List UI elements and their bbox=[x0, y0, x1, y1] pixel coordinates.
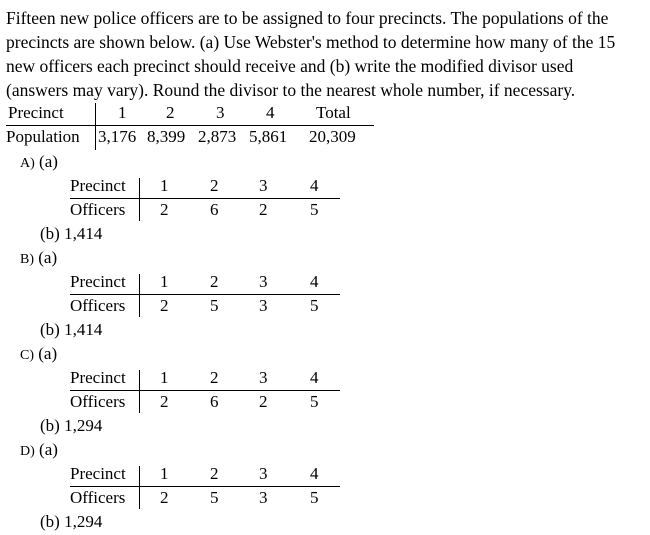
question-line-4: (answers may vary). Round the divisor to the nearest whole number, if necessary. bbox=[6, 80, 576, 100]
choice-a-table bbox=[70, 174, 350, 222]
question-line-2: precincts are shown below. (a) Use Webster's method to determine how many of the 15 bbox=[6, 32, 616, 52]
choice-b-header-4: 4 bbox=[310, 272, 319, 291]
row-cell-3: 2,873 bbox=[198, 127, 237, 146]
choice-a-table-column-rule bbox=[139, 178, 140, 221]
choice-c-row-4: 5 bbox=[310, 392, 319, 411]
choice-b-header-2: 2 bbox=[210, 272, 219, 291]
choice-d-row-2: 5 bbox=[210, 488, 219, 507]
choice-c-header-3: 3 bbox=[259, 368, 268, 387]
choice-b[interactable] bbox=[20, 246, 420, 342]
choice-d-table-column-rule bbox=[139, 466, 140, 509]
choice-b-header-1: 1 bbox=[160, 272, 169, 291]
choice-d-row-1: 2 bbox=[160, 488, 169, 507]
population-table-divider bbox=[6, 125, 374, 126]
header-cell-precinct: Precinct bbox=[8, 103, 64, 122]
header-cell-3: 3 bbox=[216, 103, 225, 122]
choice-c-header-4: 4 bbox=[310, 368, 319, 387]
choice-b-header-precinct: Precinct bbox=[70, 272, 126, 291]
choice-a-row-officers: Officers bbox=[70, 200, 126, 219]
choice-c-table-column-rule bbox=[139, 370, 140, 413]
choice-c-part-b: (b) 1,294 bbox=[40, 416, 103, 435]
choice-b-table-column-rule bbox=[139, 274, 140, 317]
row-cell-4: 5,861 bbox=[249, 127, 288, 146]
choice-c-row-1: 2 bbox=[160, 392, 169, 411]
choice-b-row-2: 5 bbox=[210, 296, 219, 315]
choice-c-header-1: 1 bbox=[160, 368, 169, 387]
choice-d-part-b: (b) 1,294 bbox=[40, 512, 103, 531]
choice-a-part-a-label: (a) bbox=[39, 152, 58, 171]
choice-b-table bbox=[70, 270, 350, 318]
choice-c-header-2: 2 bbox=[210, 368, 219, 387]
choice-c-letter: C) bbox=[20, 348, 34, 363]
choice-c-row-2: 6 bbox=[210, 392, 219, 411]
choice-b-letter: B) bbox=[20, 252, 34, 267]
question-line-1: Fifteen new police officers are to be assigned to four precincts. The populations of the bbox=[6, 8, 609, 28]
choice-b-part-b: (b) 1,414 bbox=[40, 320, 103, 339]
choice-a-header-3: 3 bbox=[259, 176, 268, 195]
choice-d-part-a-label: (a) bbox=[39, 440, 58, 459]
choice-b-row-4: 5 bbox=[310, 296, 319, 315]
header-cell-total: Total bbox=[316, 103, 351, 122]
question-text bbox=[6, 6, 646, 102]
choice-d-row-3: 3 bbox=[259, 488, 268, 507]
choice-d-table-divider bbox=[70, 486, 340, 487]
choice-a-header-2: 2 bbox=[210, 176, 219, 195]
choice-a-row-4: 5 bbox=[310, 200, 319, 219]
choice-a-row-2: 6 bbox=[210, 200, 219, 219]
choice-b-row-officers: Officers bbox=[70, 296, 126, 315]
row-cell-population: Population bbox=[6, 127, 80, 146]
choice-b-row-3: 3 bbox=[259, 296, 268, 315]
choice-d-header-3: 3 bbox=[259, 464, 268, 483]
choice-a-letter: A) bbox=[20, 156, 35, 171]
choice-d-header-precinct: Precinct bbox=[70, 464, 126, 483]
choice-c-table-divider bbox=[70, 390, 340, 391]
choice-d-header-1: 1 bbox=[160, 464, 169, 483]
choice-c-row-3: 2 bbox=[259, 392, 268, 411]
choice-b-part-a-label: (a) bbox=[38, 248, 58, 267]
choice-d-header-4: 4 bbox=[310, 464, 319, 483]
choice-c[interactable] bbox=[20, 342, 420, 438]
row-cell-total: 20,309 bbox=[309, 127, 356, 146]
row-cell-2: 8,399 bbox=[147, 127, 186, 146]
choice-d-row-officers: Officers bbox=[70, 488, 126, 507]
choice-b-header-3: 3 bbox=[259, 272, 268, 291]
choice-c-row-officers: Officers bbox=[70, 392, 126, 411]
header-cell-2: 2 bbox=[166, 103, 175, 122]
choice-a-header-precinct: Precinct bbox=[70, 176, 126, 195]
choice-d[interactable] bbox=[20, 438, 420, 534]
choice-d-row-4: 5 bbox=[310, 488, 319, 507]
choice-c-part-a-label: (a) bbox=[38, 344, 58, 363]
choice-b-table-divider bbox=[70, 294, 340, 295]
choice-d-table bbox=[70, 462, 350, 510]
header-cell-1: 1 bbox=[118, 103, 127, 122]
choice-b-row-1: 2 bbox=[160, 296, 169, 315]
choice-a-part-b: (b) 1,414 bbox=[40, 224, 103, 243]
choice-a-header-4: 4 bbox=[310, 176, 319, 195]
choice-a-row-3: 2 bbox=[259, 200, 268, 219]
row-cell-1: 3,176 bbox=[98, 127, 137, 146]
choice-c-table bbox=[70, 366, 350, 414]
choice-d-header-2: 2 bbox=[210, 464, 219, 483]
choice-a-table-divider bbox=[70, 198, 340, 199]
question-line-3: new officers each precinct should receive and (b) write the modified divisor used bbox=[6, 56, 574, 76]
choice-a[interactable] bbox=[20, 150, 420, 246]
choice-c-header-precinct: Precinct bbox=[70, 368, 126, 387]
population-table-column-rule bbox=[95, 103, 96, 150]
header-cell-4: 4 bbox=[266, 103, 275, 122]
choice-a-header-1: 1 bbox=[160, 176, 169, 195]
choice-a-row-1: 2 bbox=[160, 200, 169, 219]
choice-d-letter: D) bbox=[20, 444, 35, 459]
